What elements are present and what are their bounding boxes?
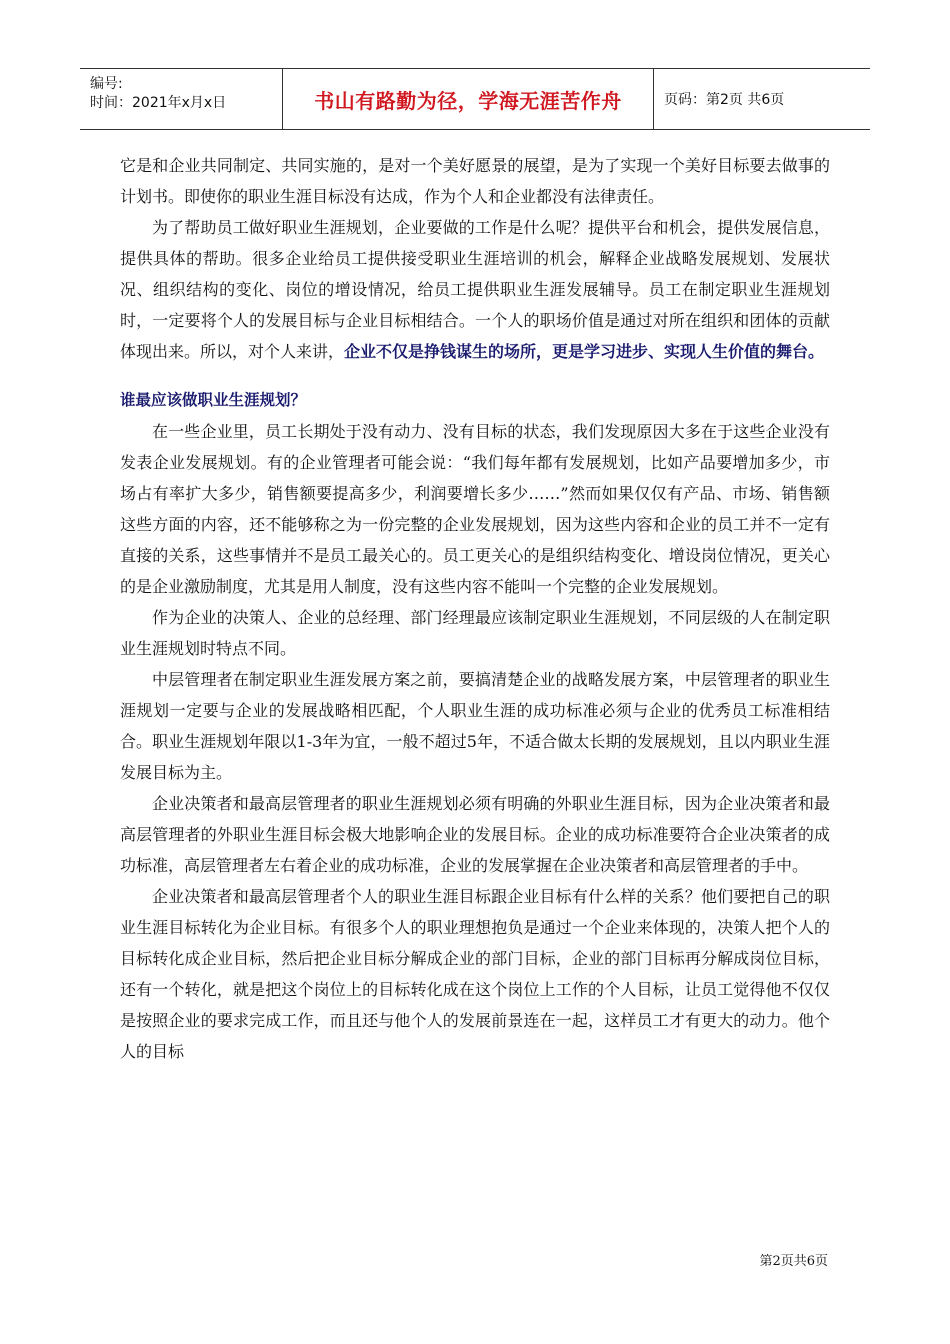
document-number-label: 编号: [90, 76, 123, 92]
header-motto: 书山有路勤为径，学海无涯苦作舟 [282, 69, 654, 129]
section-heading: 谁最应该做职业生涯规划？ [120, 391, 307, 409]
document-time-label: 时间：2021年x月x日 [90, 95, 227, 111]
paragraph-4: 作为企业的决策人、企业的总经理、部门经理最应该制定职业生涯规划，不同层级的人在制定职业生涯规划时特点不同。 [120, 608, 830, 658]
paragraph-1: 它是和企业共同制定、共同实施的，是对一个美好愿景的展望，是为了实现一个美好目标要去做事的计划书。即使你的职业生涯目标没有达成，作为个人和企业都没有法律责任。 [120, 156, 830, 206]
page-footer: 第2页共6页 [759, 1254, 828, 1269]
paragraph-7: 企业决策者和最高层管理者个人的职业生涯目标跟企业目标有什么样的关系？他们要把自己的职业生涯目标转化为企业目标。有很多个人的职业理想抱负是通过一个企业来体现的，决策人把个人的目标转化成企业目标，然后把企业目标分解成企业的部门目标，企业的部门目标再分解成岗位目标，还有一个转化，就是把这个岗位上的目标转化成在这个岗位上工作的个人目标，让员工觉得他不仅仅是按照企业的要求完成工作，而且还与他个人的发展前景连在一起，这样员工才有更大的动力。他个人的目标 [120, 887, 830, 1061]
paragraph-6: 企业决策者和最高层管理者的职业生涯规划必须有明确的外职业生涯目标，因为企业决策者和最高层管理者的外职业生涯目标会极大地影响企业的发展目标。企业的成功标准要符合企业决策者的成功标准，高层管理者左右着企业的成功标准，企业的发展掌握在企业决策者和高层管理者的手中。 [120, 794, 830, 875]
document-body [120, 150, 830, 1067]
header-meta [80, 69, 282, 129]
header-page-code: 页码：第2页 共6页 [664, 92, 785, 108]
page-header [80, 68, 870, 130]
paragraph-2-text: 为了帮助员工做好职业生涯规划，企业要做的工作是什么呢？提供平台和机会，提供发展信息，提供具体的帮助。很多企业给员工提供接受职业生涯培训的机会，解释企业战略发展规划、发展状况、组织结构的变化、岗位的增设情况，给员工提供职业生涯发展辅导。员工在制定职业生涯规划时，一定要将个人的发展目标与企业目标相结合。一个人的职场价值是通过对所在组织和团体的贡献体现出来。所以，对个人来讲， [120, 218, 830, 361]
paragraph-3: 在一些企业里，员工长期处于没有动力、没有目标的状态，我们发现原因大多在于这些企业没有发表企业发展规划。有的企业管理者可能会说：“我们每年都有发展规划，比如产品要增加多少，市场占有率扩大多少，销售额要提高多少，利润要增长多少……”然而如果仅仅有产品、市场、销售额这些方面的内容，还不能够称之为一份完整的企业发展规划，因为这些内容和企业的员工并不一定有直接的关系，这些事情并不是员工最关心的。员工更关心的是组织结构变化、增设岗位情况，更关心的是企业激励制度，尤其是用人制度，没有这些内容不能叫一个完整的企业发展规划。 [120, 422, 830, 596]
paragraph-2 [120, 212, 830, 367]
paragraph-5: 中层管理者在制定职业生涯发展方案之前，要搞清楚企业的战略发展方案，中层管理者的职业生涯规划一定要与企业的发展战略相匹配，个人职业生涯的成功标准必须与企业的优秀员工标准相结合。职业生涯规划年限以1-3年为宜，一般不超过5年，不适合做太长期的发展规划，且以内职业生涯发展目标为主。 [120, 670, 830, 782]
paragraph-2-emphasis: 企业不仅是挣钱谋生的场所，更是学习进步、实现人生价值的舞台。 [344, 342, 825, 361]
